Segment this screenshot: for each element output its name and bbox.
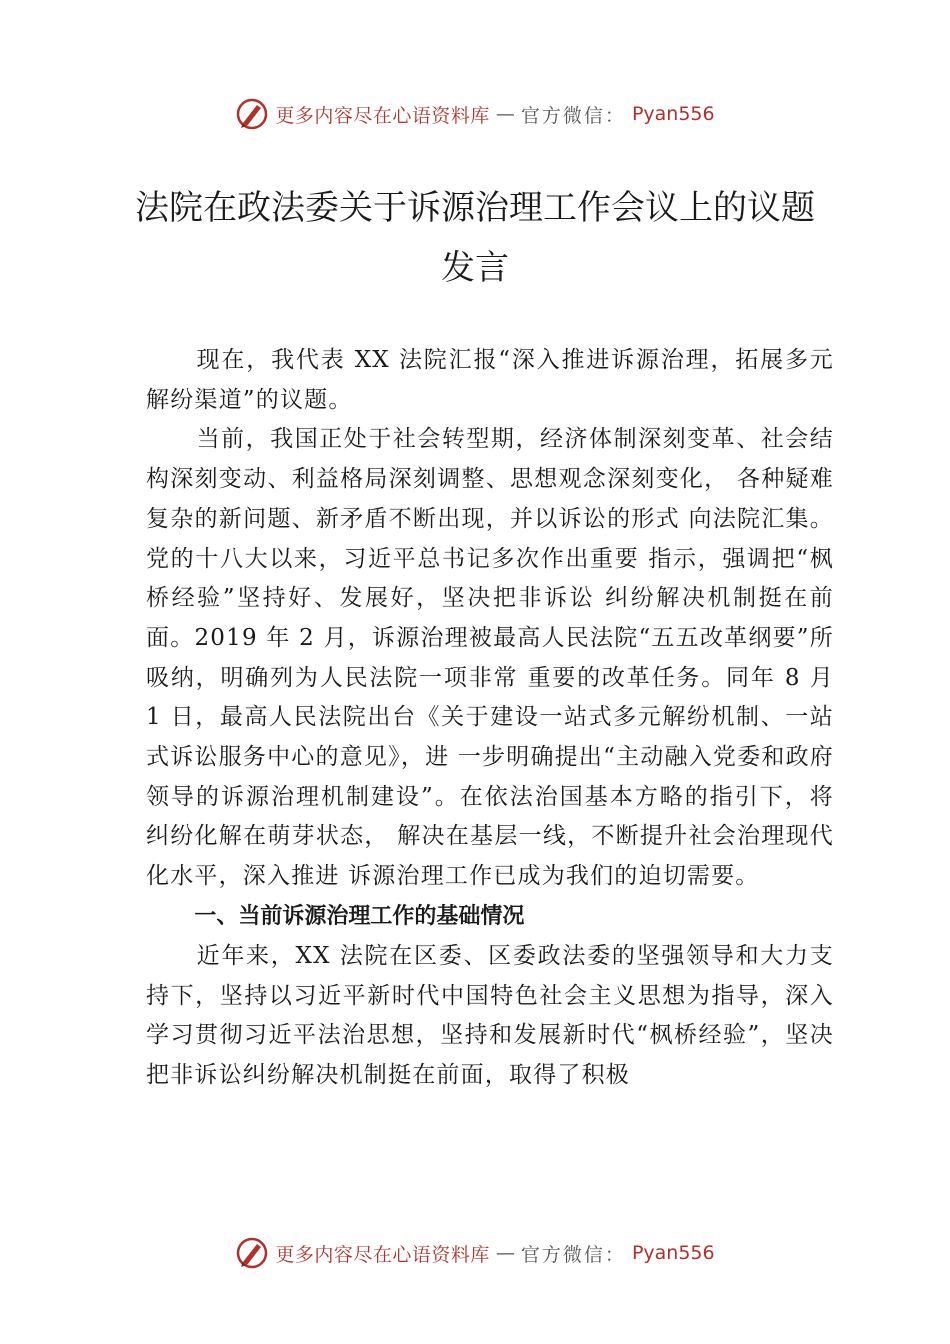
footer-promo-text: 更多内容尽在心语资料库 bbox=[275, 1243, 490, 1266]
section-heading: 一、当前诉源治理工作的基础情况 bbox=[194, 903, 525, 929]
header-banner bbox=[0, 94, 950, 134]
footer-wechat-id: Pyan556 bbox=[631, 1242, 715, 1264]
paragraph-section-one: 近年来，XX 法院在区委、区委政法委的坚强领导和大力支持下，坚持以习近平新时代中国特色社会主义思想为指导，深入学习贯彻习近平法治思想，坚持和发展新时代“枫桥经验”，坚决把非诉讼纠纷解决机制挺在前面，取得了积极 bbox=[146, 942, 834, 1088]
header-wechat-label: 官方微信： bbox=[520, 104, 626, 127]
pen-circle-logo-icon bbox=[235, 1236, 269, 1270]
paragraph-intro: 现在，我代表 XX 法院汇报“深入推进诉源治理，拓展多元解纷渠道”的议题。 bbox=[146, 347, 834, 413]
header-wechat-id: Pyan556 bbox=[631, 103, 715, 125]
document-title: 法院在政法委关于诉源治理工作会议上的议题发言 bbox=[135, 188, 815, 288]
footer-banner bbox=[0, 1233, 950, 1273]
footer-wechat-label: 官方微信： bbox=[520, 1243, 626, 1266]
header-promo-text: 更多内容尽在心语资料库 bbox=[275, 104, 490, 127]
header-dash: — bbox=[495, 103, 515, 125]
pen-circle-logo-icon bbox=[235, 97, 269, 131]
paragraph-background: 当前，我国正处于社会转型期，经济体制深刻变革、社会结构深刻变动、利益格局深刻调整、思想观念深刻变化， 各种疑难复杂的新问题、新矛盾不断出现，并以诉讼的形式 向法院汇集。党的十八大以来，习近平总书记多次作出重要 指示，强调把“枫桥经验”坚持好、发展好，坚决把非诉讼 纠纷解决机制挺在前面。2019 年 2 月，诉源治理被最高人民法院“五五改革纲要”所吸纳，明确列为人民法院一项非常 重要的改革任务。同年 8 月 1 日，最高人民法院出台《关于建设一站式多元解纷机制、一站式诉讼服务中心的意见》，进 一步明确提出“主动融入党委和政府领导的诉源治理机制建设”。在依法治国基本方略的指引下，将纠纷化解在萌芽状态， 解决在基层一线，不断提升社会治理现代化水平，深入推进 诉源治理工作已成为我们的迫切需要。 bbox=[146, 426, 834, 890]
footer-dash: — bbox=[495, 1242, 515, 1264]
document-body bbox=[146, 341, 834, 1096]
